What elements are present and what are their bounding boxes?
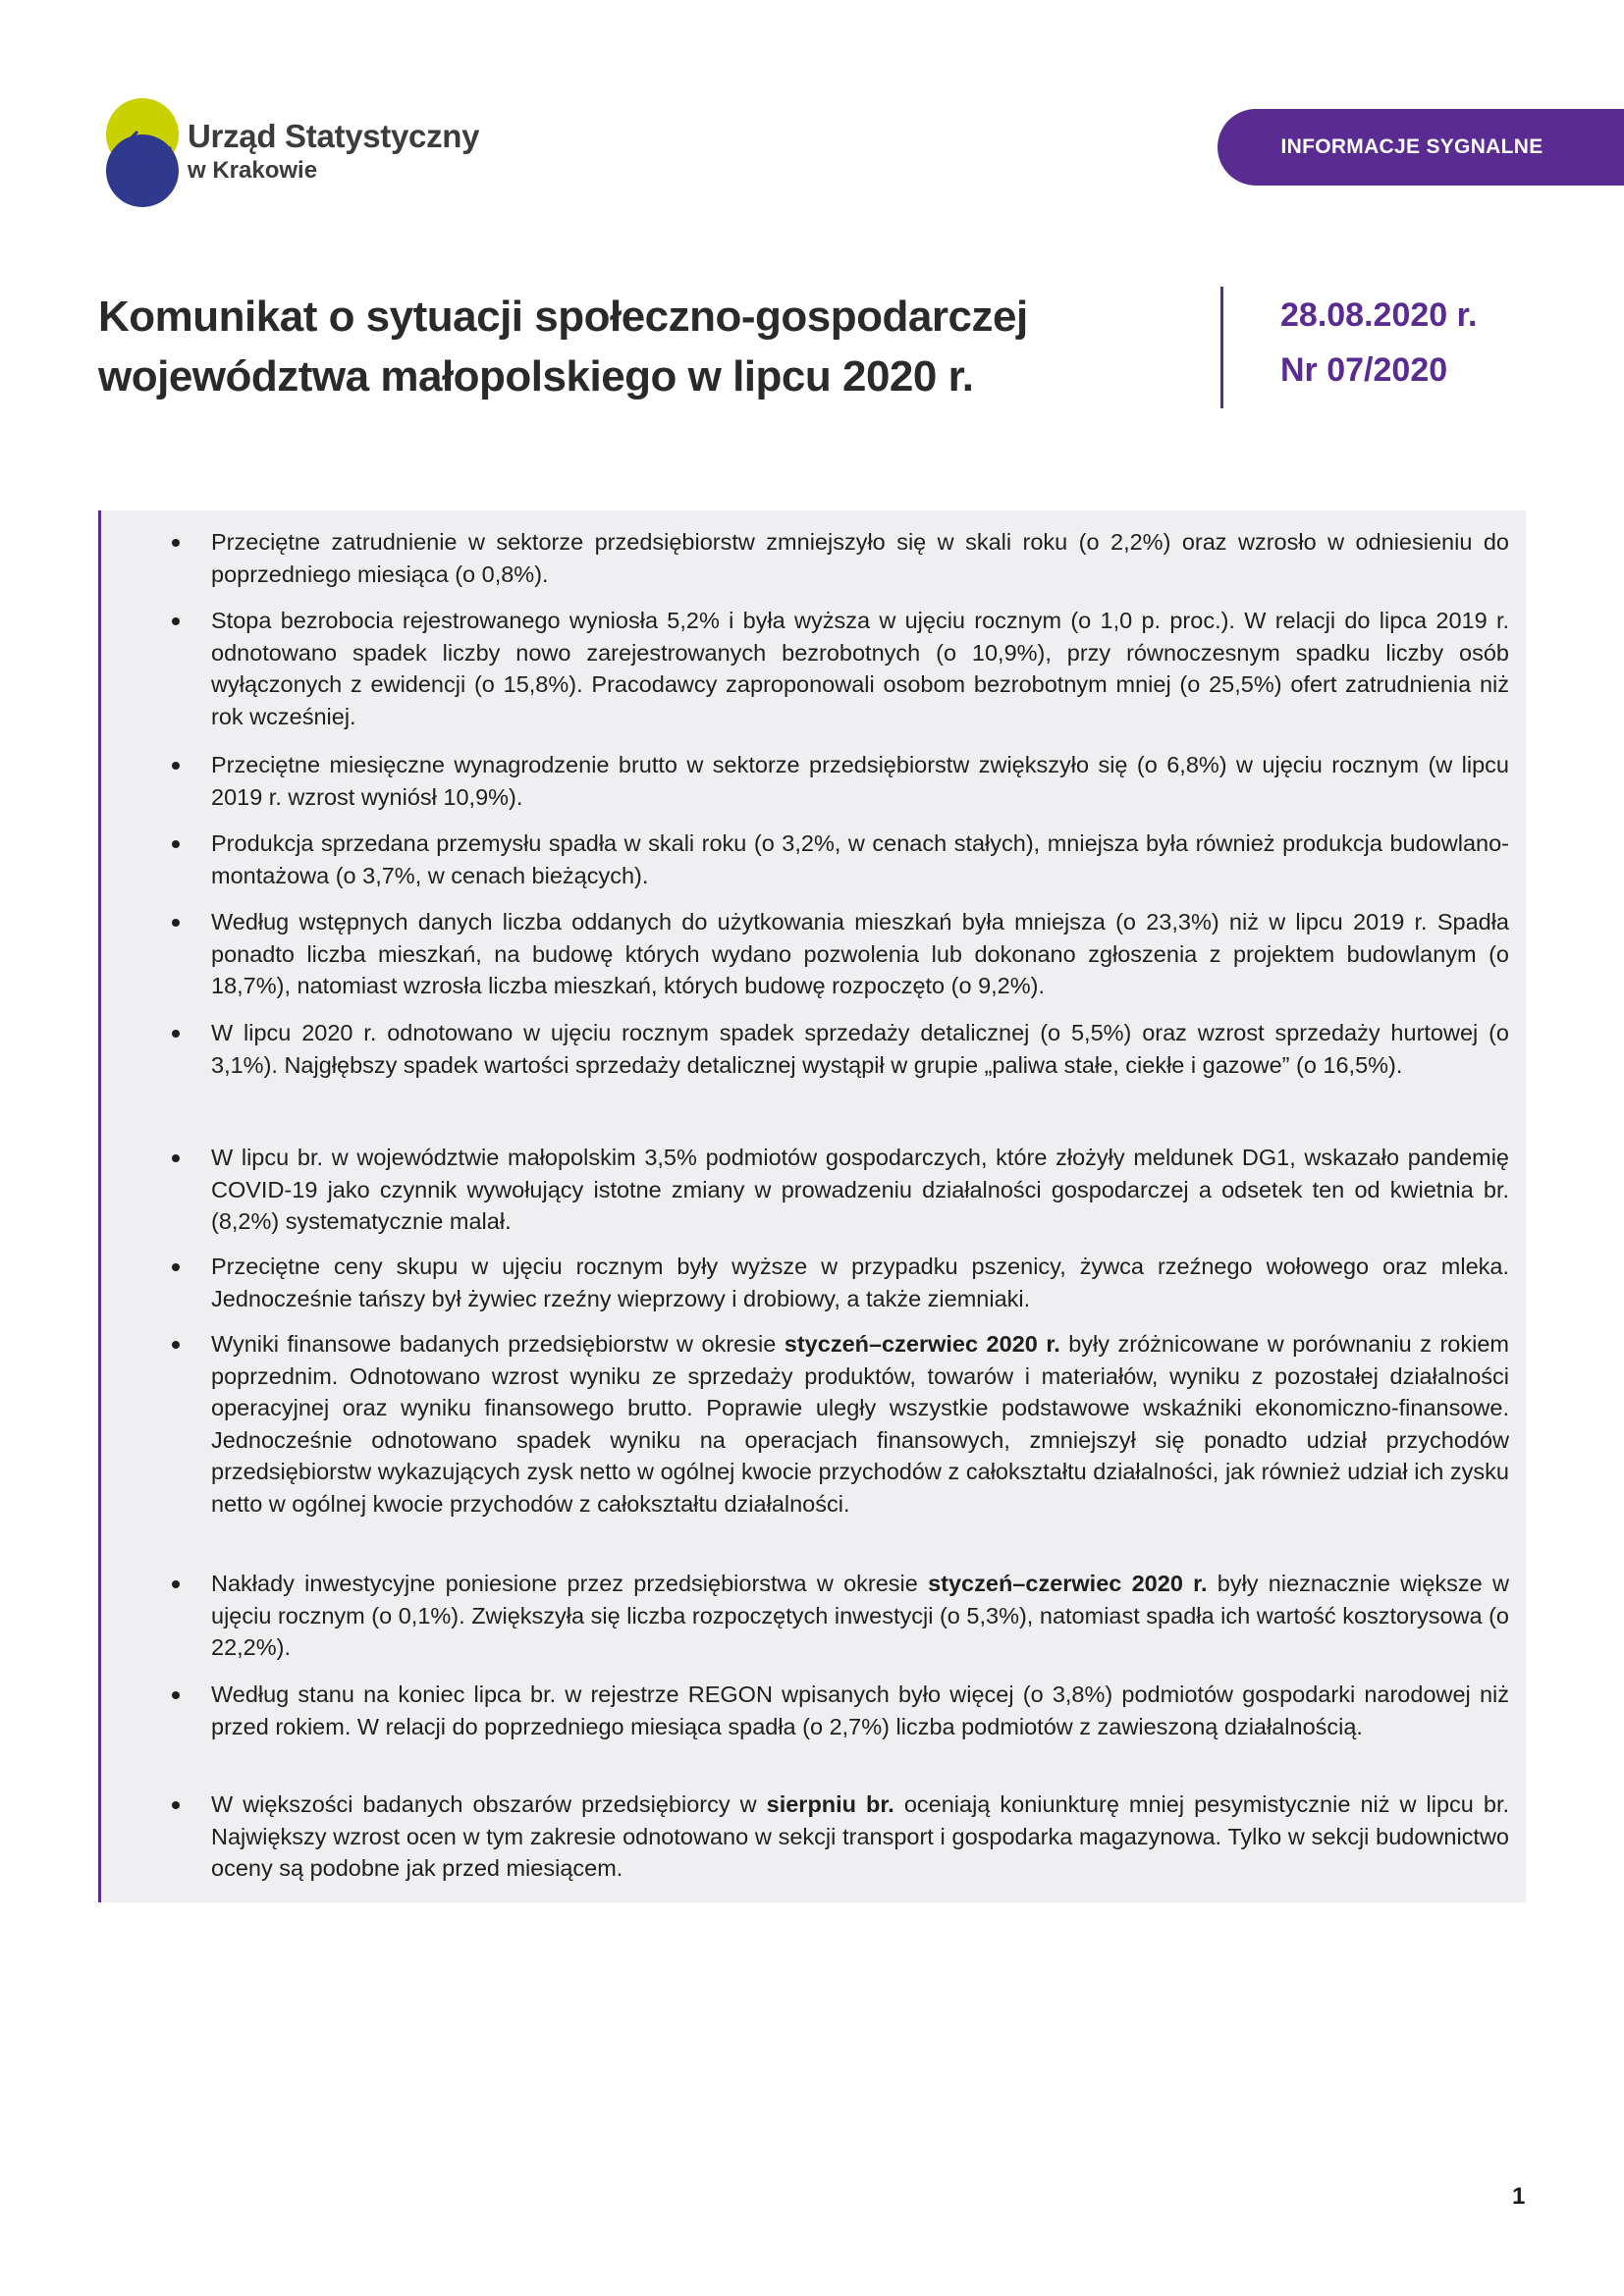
bullet-text: Wyniki finansowe badanych przedsiębiorstw w okresie: [211, 1331, 785, 1357]
category-badge: INFORMACJE SYGNALNE: [1218, 109, 1624, 186]
summary-bullet: [211, 1017, 1509, 1081]
logo-subtitle: w Krakowie: [188, 157, 318, 184]
bullet-text: Przeciętne ceny skupu w ujęciu rocznym były wyższe w przypadku pszenicy, żywca rzeźnego wołowego oraz mleka. Jednocześnie tańszy był żywiec rzeźny wieprzowy i drobiowy, a także ziemniaki.: [211, 1254, 1509, 1311]
bullet-text: Przeciętne zatrudnienie w sektorze przedsiębiorstw zmniejszyło się w skali roku (o 2,2%) oraz wzrosło w odniesieniu do poprzedniego miesiąca (o 0,8%).: [211, 529, 1509, 587]
bullet-text: Produkcja sprzedana przemysłu spadła w skali roku (o 3,2%, w cenach stałych), mniejsza była również produkcja budowlano-montażowa (o 3,7%, w cenach bieżących).: [211, 830, 1509, 888]
page-number: 1: [1512, 2183, 1526, 2210]
bullet-text: Według stanu na koniec lipca br. w rejestrze REGON wpisanych było więcej (o 3,8%) podmiotów gospodarki narodowej niż przed rokiem. W relacji do poprzedniego miesiąca spadła (o 2,7%) liczba podmiotów z zawieszoną działalnością.: [211, 1682, 1509, 1739]
bullet-text: Przeciętne miesięczne wynagrodzenie brutto w sektorze przedsiębiorstw zwiększyło się (o 6,8%) w ujęciu rocznym (w lipcu 2019 r. wzrost wyniósł 10,9%).: [211, 752, 1509, 810]
bullet-dot-icon: [172, 1154, 180, 1162]
logo-name: Urząd Statystyczny: [188, 118, 480, 154]
summary-bullet: [211, 1568, 1509, 1664]
summary-bullet: [211, 526, 1509, 590]
bullet-text: Według wstępnych danych liczba oddanych do użytkowania mieszkań była mniejsza (o 23,3%) niż w lipcu 2019 r. Spadła ponadto liczba mieszkań, na budowę których wydano pozwolenia lub dokonano zgłoszenia z projektem budowlanym (o 18,7%), natomiast wzrosła liczba mieszkań, których budowę rozpoczęto (o 9,2%).: [211, 909, 1509, 998]
bullet-emphasis: styczeń–czerwiec 2020 r.: [928, 1571, 1208, 1596]
bullet-text: były zróżnicowane w porównaniu z rokiem poprzednim. Odnotowano wzrost wyniku ze sprzedaży produktów, towarów i materiałów, wyniku z pozostałej działalności operacyjnej oraz wyniku finansowego brutto. Poprawie uległy wszystkie podstawowe wskaźniki ekonomiczno-finansowe. Jednocześnie odnotowano spadek wyniku na operacjach finansowych, zmniejszył się ponadto udział przychodów przedsiębiorstw wykazujących zysk netto w ogólnej kwocie przychodów z całokształtu działalności, jak również udział ich zysku netto w ogólnej kwocie przychodów z całokształtu działalności.: [211, 1331, 1509, 1517]
bullet-dot-icon: [172, 1580, 180, 1588]
bullet-text: W lipcu br. w województwie małopolskim 3,5% podmiotów gospodarczych, które złożyły meldunek DG1, wskazało pandemię COVID-19 jako czynnik wywołujący istotne zmiany w prowadzeniu działalności gospodarczej a odsetek ten od kwietnia br. (8,2%) systematycznie malał.: [211, 1145, 1509, 1234]
bullet-emphasis: sierpniu br.: [766, 1791, 894, 1817]
bullet-emphasis: styczeń–czerwiec 2020 r.: [784, 1331, 1060, 1357]
summary-box: [98, 510, 1526, 1902]
bullet-text: były nieznacznie większe w ujęciu rocznym (o 0,1%). Zwiększyła się liczba rozpoczętych inwestycji (o 5,3%), natomiast spadła ich wartość kosztorysowa (o 22,2%).: [211, 1571, 1509, 1660]
summary-bullet: [211, 749, 1509, 813]
summary-bullet: [211, 906, 1509, 1002]
bullet-dot-icon: [172, 617, 180, 625]
bullet-text: oceniają koniunkturę mniej pesymistycznie niż w lipcu br. Największy wzrost ocen w tym zakresie odnotowano w sekcji transport i gospodarka magazynowa. Tylko w sekcji budownictwo oceny są podobne jak przed miesiącem.: [211, 1791, 1509, 1881]
summary-bullet: [211, 1328, 1509, 1520]
summary-bullet: [211, 1679, 1509, 1742]
bullet-dot-icon: [172, 1691, 180, 1699]
bullet-text: W większości badanych obszarów przedsiębiorcy w: [211, 1791, 767, 1817]
logo: [98, 98, 480, 211]
bullet-dot-icon: [172, 762, 180, 770]
bullet-dot-icon: [172, 1263, 180, 1271]
bullet-dot-icon: [172, 840, 180, 848]
bullet-dot-icon: [172, 539, 180, 547]
summary-bullet: [211, 1142, 1509, 1238]
summary-bullet: [211, 1251, 1509, 1314]
publication-meta: [1280, 288, 1477, 398]
page-title: Komunikat o sytuacji społeczno-gospodarczej województwa małopolskiego w lipcu 2020 r.: [98, 293, 1028, 400]
summary-bullet: [211, 828, 1509, 891]
bullet-dot-icon: [172, 1801, 180, 1809]
summary-bullet: [211, 1789, 1509, 1885]
bullet-dot-icon: [172, 1030, 180, 1038]
bullet-dot-icon: [172, 919, 180, 927]
bullet-text: Nakłady inwestycyjne poniesione przez przedsiębiorstwa w okresie: [211, 1571, 929, 1596]
summary-bullet: [211, 605, 1509, 732]
publication-number: Nr 07/2020: [1280, 351, 1448, 389]
logo-mark-icon: [98, 98, 187, 209]
bullet-dot-icon: [172, 1341, 180, 1349]
bullet-text: Stopa bezrobocia rejestrowanego wyniosła 5,2% i była wyższa w ujęciu rocznym (o 1,0 p. proc.). W relacji do lipca 2019 r. odnotowano spadek liczby nowo zarejestrowanych bezrobotnych (o 10,9%), przy równoczesnym spadku liczby osób wyłączonych z ewidencji (o 15,8%). Pracodawcy zaproponowali osobom bezrobotnym mniej (o 25,5%) ofert zatrudnienia niż rok wcześniej.: [211, 608, 1509, 729]
publication-date: 28.08.2020 r.: [1280, 296, 1478, 334]
bullet-text: W lipcu 2020 r. odnotowano w ujęciu rocznym spadek sprzedaży detalicznej (o 5,5%) oraz wzrost sprzedaży hurtowej (o 3,1%). Najgłębszy spadek wartości sprzedaży detalicznej wystąpił w grupie „paliwa stałe, ciekłe i gazowe” (o 16,5%).: [211, 1020, 1509, 1078]
divider: [1220, 287, 1223, 408]
